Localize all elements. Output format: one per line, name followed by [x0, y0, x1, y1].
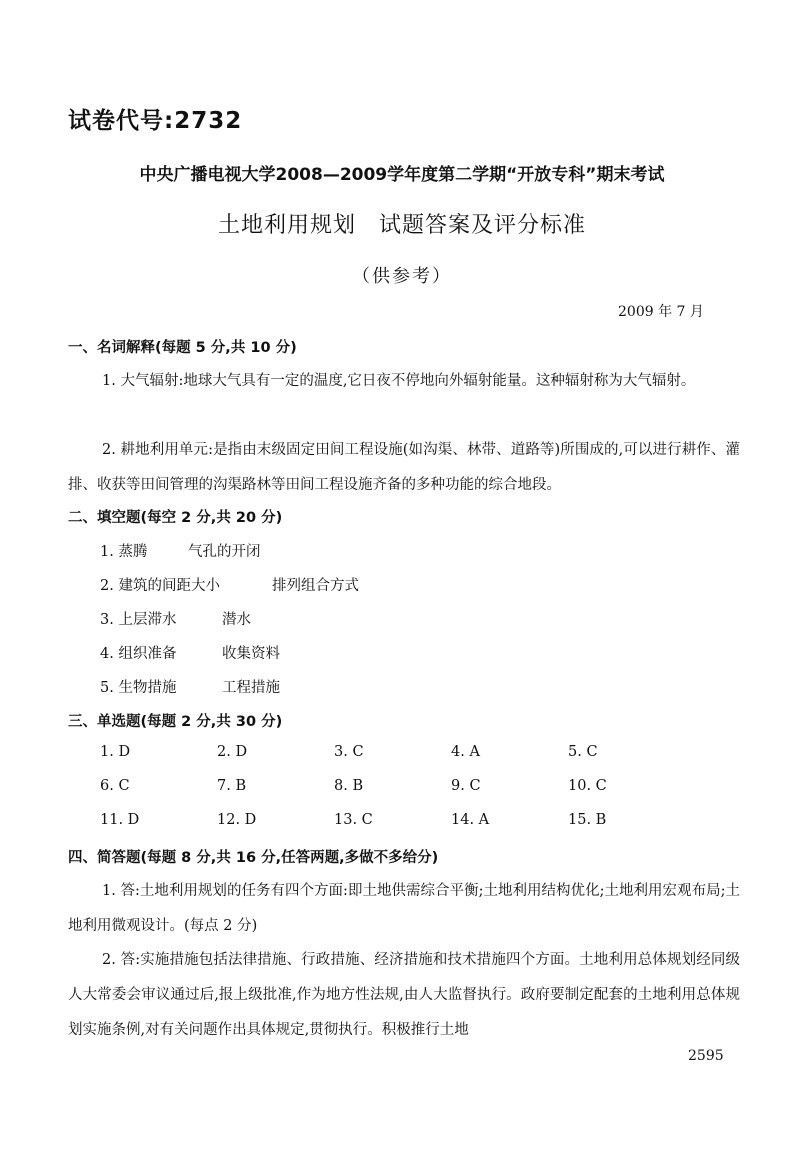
mc-answer: 13. C	[334, 812, 373, 828]
section4-title: 四、简答题(每题 8 分,共 16 分,任答两题,多做不多给分)	[68, 850, 439, 866]
mc-answer: 11. D	[100, 812, 140, 828]
mc-answer: 5. C	[568, 744, 598, 760]
section1-title: 一、名词解释(每题 5 分,共 10 分)	[68, 340, 297, 356]
fill-answer-first: 1. 蒸腾	[100, 544, 148, 560]
mc-answer: 12. D	[217, 812, 257, 828]
mc-answer: 14. A	[451, 812, 490, 828]
section1-item-1: 1. 大气辐射:地球大气具有一定的温度,它日夜不停地向外辐射能量。这种辐射称为大气辐射。	[102, 373, 696, 389]
mc-answer: 15. B	[568, 812, 607, 828]
mc-answer: 6. C	[100, 778, 130, 794]
mc-answer: 3. C	[334, 744, 364, 760]
mc-answer: 1. D	[100, 744, 131, 760]
fill-answer-second: 收集资料	[222, 646, 280, 662]
fill-answer-second: 工程措施	[222, 680, 280, 696]
mc-answer: 2. D	[217, 744, 248, 760]
mc-answer: 9. C	[451, 778, 481, 794]
mc-answer: 7. B	[217, 778, 247, 794]
mc-answer: 4. A	[451, 744, 480, 760]
mc-answer: 10. C	[568, 778, 607, 794]
fill-answer-first: 2. 建筑的间距大小	[100, 578, 220, 594]
fill-answer-second: 排列组合方式	[272, 578, 359, 594]
fill-answer-first: 4. 组织准备	[100, 646, 177, 662]
section2-title: 二、填空题(每空 2 分,共 20 分)	[68, 510, 283, 526]
reference-note: （供参考）	[352, 266, 452, 287]
fill-answer-first: 3. 上层滞水	[100, 612, 177, 628]
section1-item-2: 2. 耕地利用单元:是指由末级固定田间工程设施(如沟渠、林带、道路等)所围成的,可以进行耕作、灌排、收获等田间管理的沟渠路林等田间工程设施齐备的多种功能的综合地段。	[68, 442, 740, 493]
paper-code: 试卷代号:2732	[68, 108, 243, 134]
mc-answer: 8. B	[334, 778, 364, 794]
section4-item-1: 1. 答:土地利用规划的任务有四个方面:即土地供需综合平衡;土地利用结构优化;土地利用宏观布局;土地利用微观设计。(每点 2 分)	[68, 883, 740, 934]
section3-title: 三、单选题(每题 2 分,共 30 分)	[68, 714, 283, 730]
course-title: 土地利用规划 试题答案及评分标准	[217, 213, 586, 238]
exam-title: 中央广播电视大学2008—2009学年度第二学期“开放专科”期末考试	[139, 165, 665, 185]
fill-answer-second: 气孔的开闭	[188, 544, 261, 560]
exam-date: 2009 年 7 月	[618, 304, 704, 320]
fill-answer-first: 5. 生物措施	[100, 680, 177, 696]
section4-item-2: 2. 答:实施措施包括法律措施、行政措施、经济措施和技术措施四个方面。土地利用总体规划经同级人大常委会审议通过后,报上级批准,作为地方性法规,由人大监督执行。政府要制定配套的土地利用总体规划实施条例,对有关问题作出具体规定,贯彻执行。积极推行土地	[68, 952, 740, 1038]
fill-answer-second: 潜水	[222, 612, 251, 628]
page-number: 2595	[688, 1048, 724, 1064]
